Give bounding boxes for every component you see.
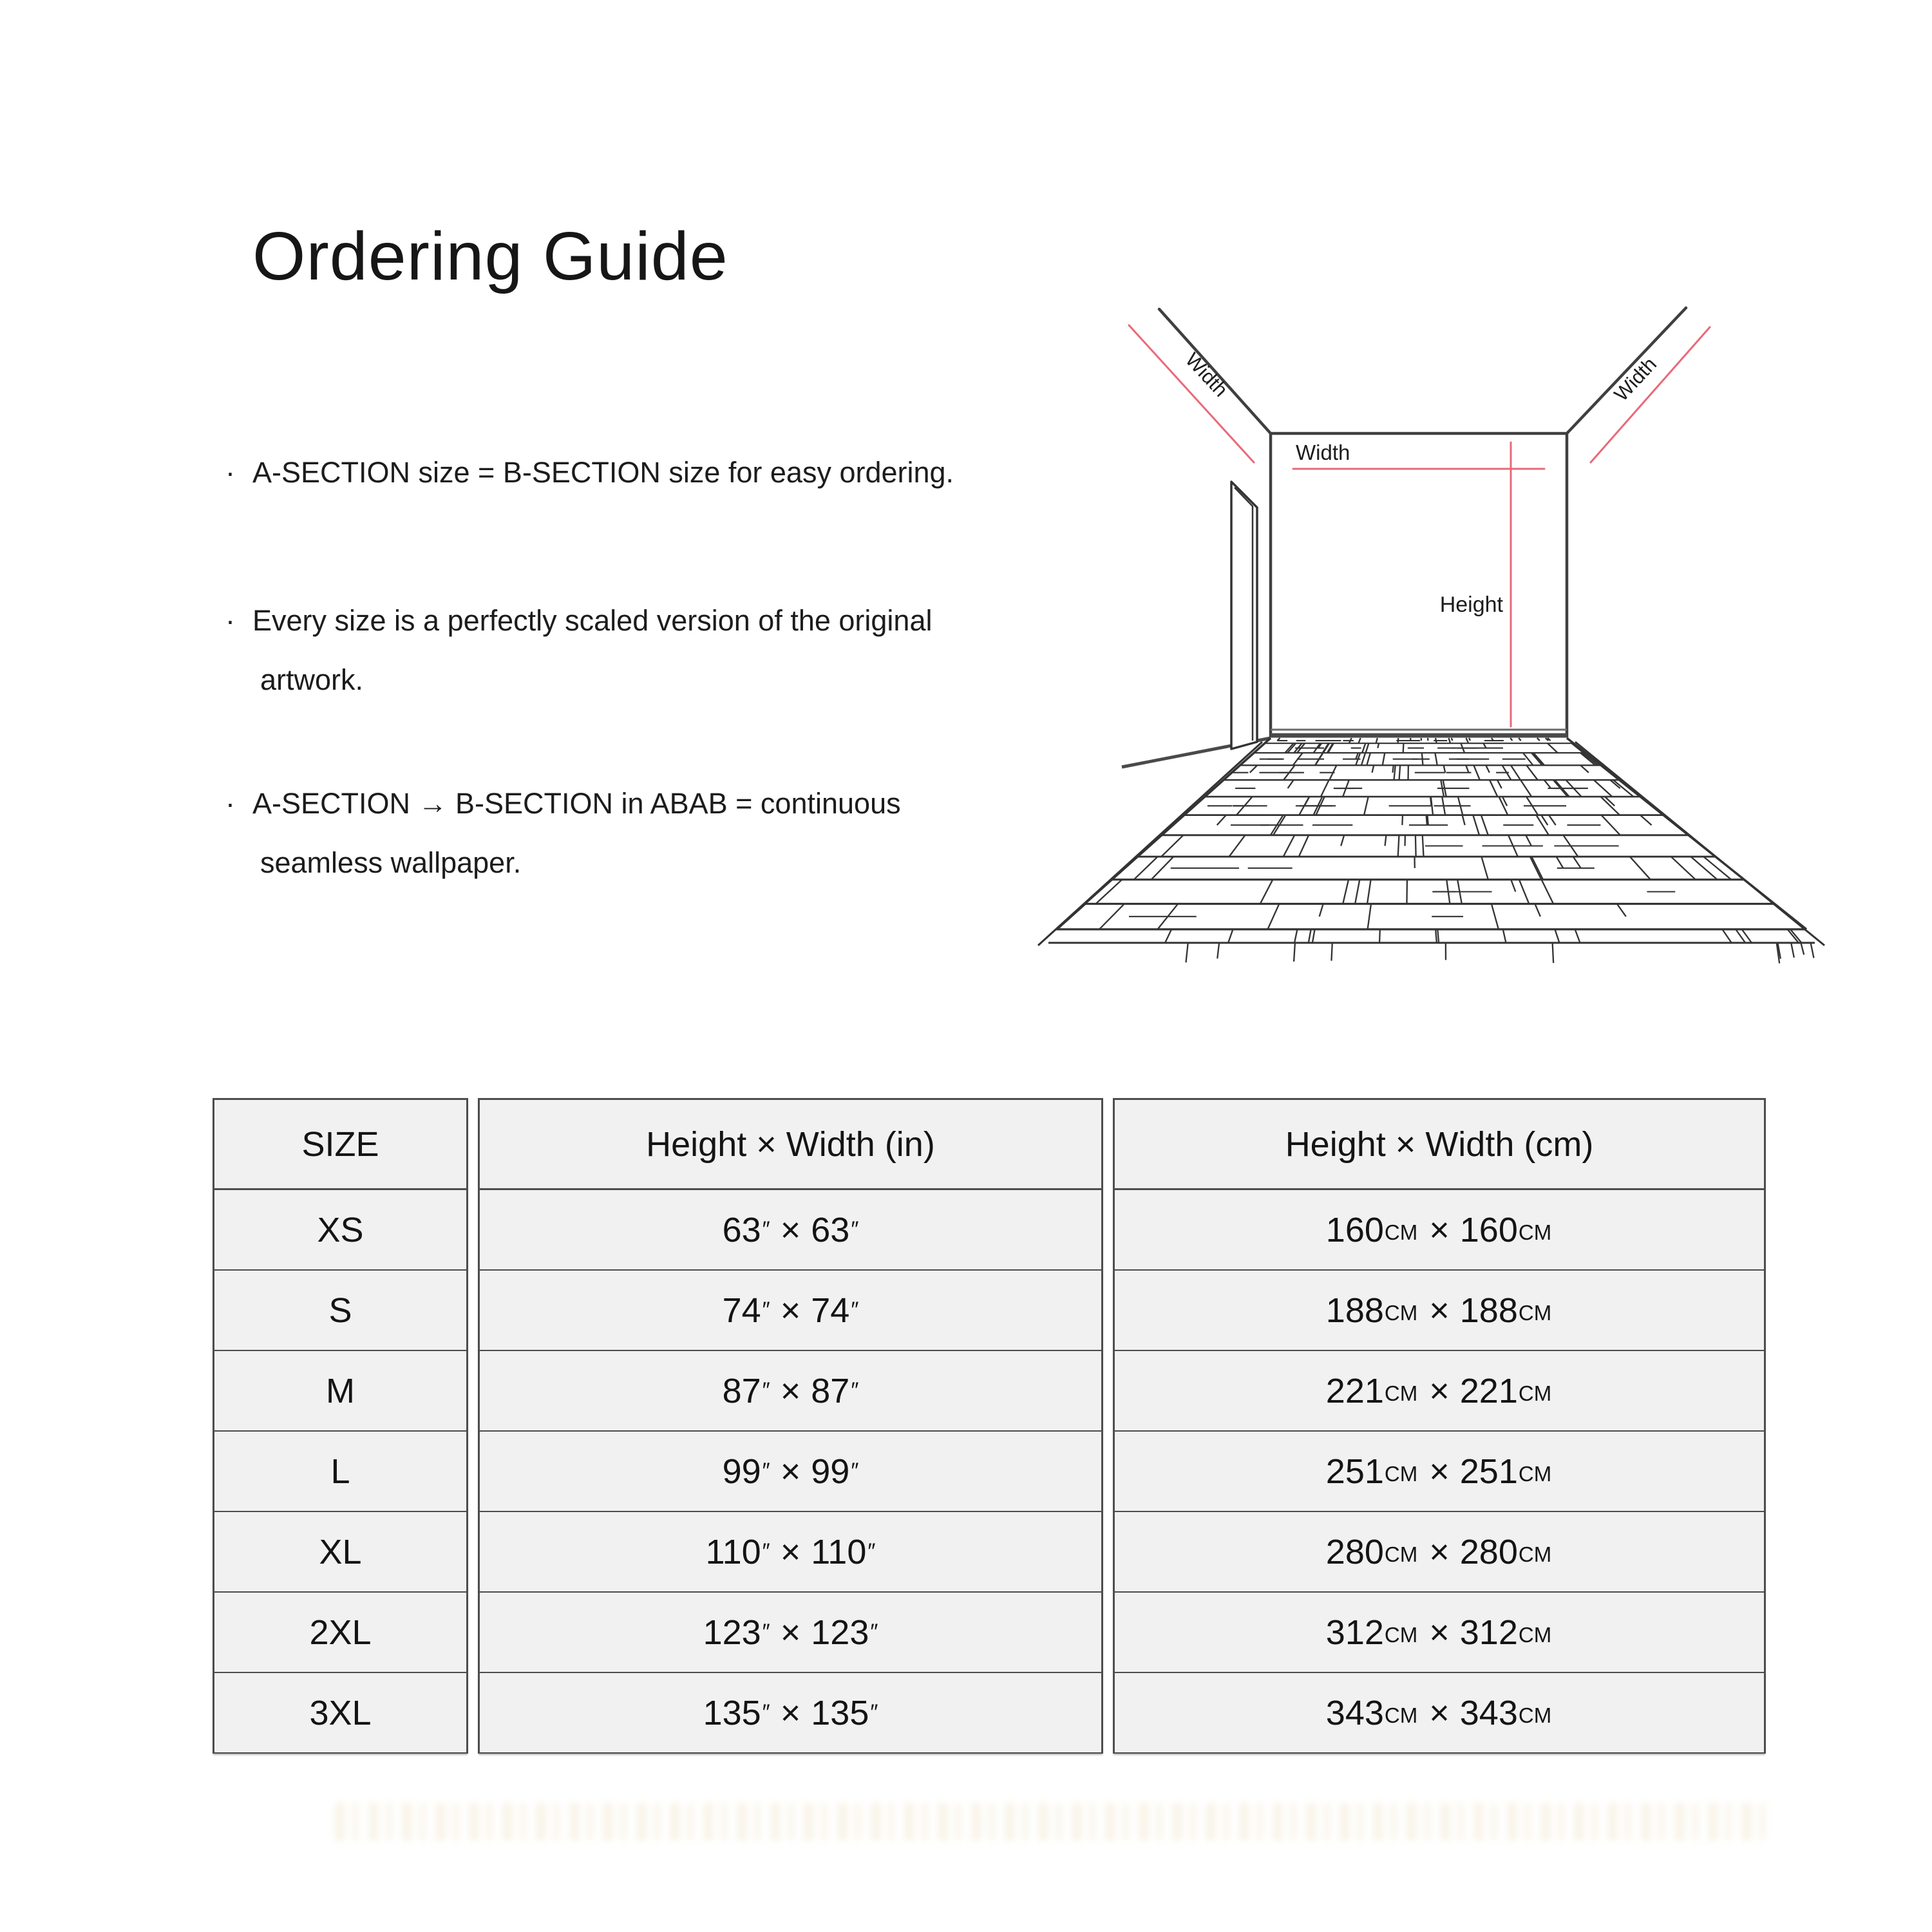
size-table (213, 1098, 1766, 1754)
bullet-dot: · (225, 604, 235, 637)
inches-cell: 135 ″ × 135 ″ (478, 1673, 1103, 1754)
bullet-dot: · (225, 456, 235, 489)
cm-cell: 188 CM × 188 CM (1113, 1271, 1766, 1351)
floor-tiles (1038, 738, 1824, 963)
right-wall-width-label: Width (1609, 352, 1662, 406)
bullet-line: Every size is a perfectly scaled version of the original (252, 604, 933, 637)
back-wall-width-label: Width (1296, 440, 1350, 464)
size-cell: L (213, 1432, 468, 1512)
bullet-line: A-SECTION → B-SECTION in ABAB = continuous (252, 787, 901, 820)
inches-cell: 63 ″ × 63 ″ (478, 1190, 1103, 1271)
height-label: Height (1439, 592, 1503, 617)
page-title: Ordering Guide (252, 218, 728, 294)
inches-cell: 74 ″ × 74 ″ (478, 1271, 1103, 1351)
size-cell: XS (213, 1190, 468, 1271)
door (1231, 482, 1257, 749)
bullet-line: seamless wallpaper. (260, 846, 522, 879)
column-header-size: SIZE (213, 1098, 468, 1190)
inches-cell: 99 ″ × 99 ″ (478, 1432, 1103, 1512)
inches-cell: 87 ″ × 87 ″ (478, 1351, 1103, 1432)
cm-cell: 251 CM × 251 CM (1113, 1432, 1766, 1512)
watermark-strip (335, 1803, 1771, 1841)
size-cell: M (213, 1351, 468, 1432)
left-wall-width-label: Width (1180, 348, 1233, 401)
back-wall (1271, 433, 1567, 736)
room-diagram (1018, 270, 1855, 992)
size-cell: S (213, 1271, 468, 1351)
inches-cell: 123 ″ × 123 ″ (478, 1593, 1103, 1673)
cm-cell: 343 CM × 343 CM (1113, 1673, 1766, 1754)
size-cell: 2XL (213, 1593, 468, 1673)
bullet-line: artwork. (260, 663, 364, 696)
right-ceiling-edge (1567, 308, 1686, 433)
inches-cell: 110 ″ × 110 ″ (478, 1512, 1103, 1593)
cm-cell: 221 CM × 221 CM (1113, 1351, 1766, 1432)
bullet-dot: · (225, 787, 235, 820)
bullet-line: A-SECTION size = B-SECTION size for easy ordering. (252, 456, 954, 489)
cm-cell: 160 CM × 160 CM (1113, 1190, 1766, 1271)
column-header-cm: Height × Width (cm) (1113, 1098, 1766, 1190)
column-header-inches: Height × Width (in) (478, 1098, 1103, 1190)
size-cell: XL (213, 1512, 468, 1593)
size-cell: 3XL (213, 1673, 468, 1754)
cm-cell: 280 CM × 280 CM (1113, 1512, 1766, 1593)
cm-cell: 312 CM × 312 CM (1113, 1593, 1766, 1673)
